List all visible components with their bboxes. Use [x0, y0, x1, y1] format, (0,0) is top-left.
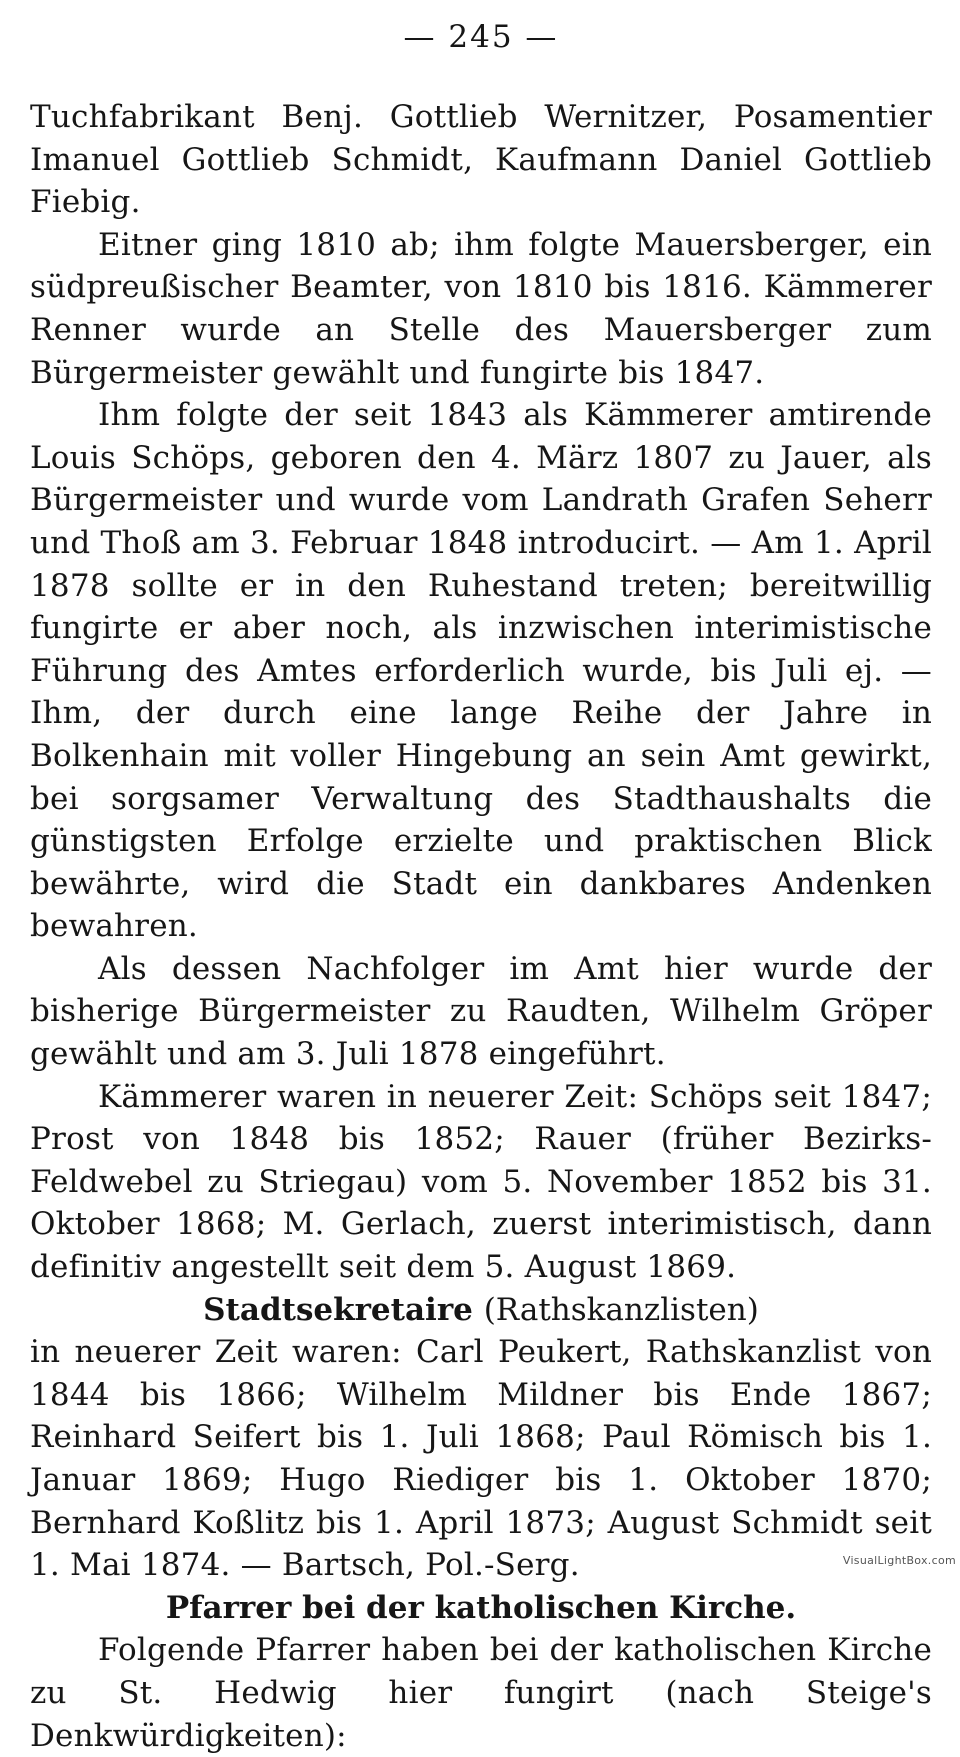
watermark: VisualLightBox.com	[842, 1554, 956, 1567]
heading-town-secretaries-title: Stadtsekretaire	[203, 1291, 473, 1328]
heading-town-secretaries-sub: (Rathskanzlisten)	[483, 1291, 759, 1328]
paragraph-town-secretaries: in neuerer Zeit waren: Carl Peukert, Rathskanzlist von 1844 bis 1866; Wilhelm Mildner bis Ende 1867; Reinhard Seifert bis 1. Juli 1868; Paul Römisch bis 1. Januar 1869; Hugo Riediger bis 1. Oktober 1870; Bernhard Koßlitz bis 1. April 1873; August Schmidt seit 1. Mai 1874. — Bartsch, Pol.-Serg.	[30, 1334, 932, 1584]
paragraph-louis-schoeps: Ihm folgte der seit 1843 als Kämmerer amtirende Louis Schöps, geboren den 4. März 1807 zu Jauer, als Bürgermeister und wurde vom Landrath Grafen Seherr und Thoß am 3. Februar 1848 introducirt. — Am 1. April 1878 sollte er in den Ruhestand treten; bereitwillig fungirte er aber noch, als inzwischen interimistische Führung des Amtes erforderlich wurde, bis Juli ej. — Ihm, der durch eine lange Reihe der Jahre in Bolkenhain mit voller Hingebung an sein Amt gewirkt, bei sorgsamer Verwaltung des Stadthaushalts die günstigsten Erfolge erzielte und praktischen Blick bewährte, wird die Stadt ein dankbares Andenken bewahren.	[30, 397, 932, 945]
page-number: — 245 —	[403, 19, 559, 55]
heading-town-secretaries	[30, 1289, 932, 1332]
paragraph-mayor-succession: Eitner ging 1810 ab; ihm folgte Mauersberger, ein südpreußischer Beamter, von 1810 bis 1816. Kämmerer Renner wurde an Stelle des Mauersberger zum Bürgermeister gewählt und fungirte bis 1847.	[30, 226, 932, 391]
paragraph-wilhelm-groeper: Als dessen Nachfolger im Amt hier wurde der bisherige Bürgermeister zu Raudten, Wilhelm Gröper gewählt und am 3. Juli 1878 eingeführt.	[30, 950, 932, 1073]
paragraph-council-members: Tuchfabrikant Benj. Gottlieb Wernitzer, Posamentier Imanuel Gottlieb Schmidt, Kaufmann Daniel Gottlieb Fiebig.	[30, 99, 932, 221]
book-page	[30, 14, 932, 1757]
paragraph-treasurers: Kämmerer waren in neuerer Zeit: Schöps seit 1847; Prost von 1848 bis 1852; Rauer (früher Bezirks-Feldwebel zu Striegau) vom 5. November 1852 bis 31. Oktober 1868; M. Gerlach, zuerst interimistisch, dann definitiv angestellt seit dem 5. August 1869.	[30, 1078, 932, 1286]
paragraph-catholic-pastors: Folgende Pfarrer haben bei der katholischen Kirche zu St. Hedwig hier fungirt (nach Steige's Denkwürdigkeiten):	[30, 1632, 932, 1754]
heading-catholic-pastors: Pfarrer bei der katholischen Kirche.	[165, 1589, 797, 1626]
